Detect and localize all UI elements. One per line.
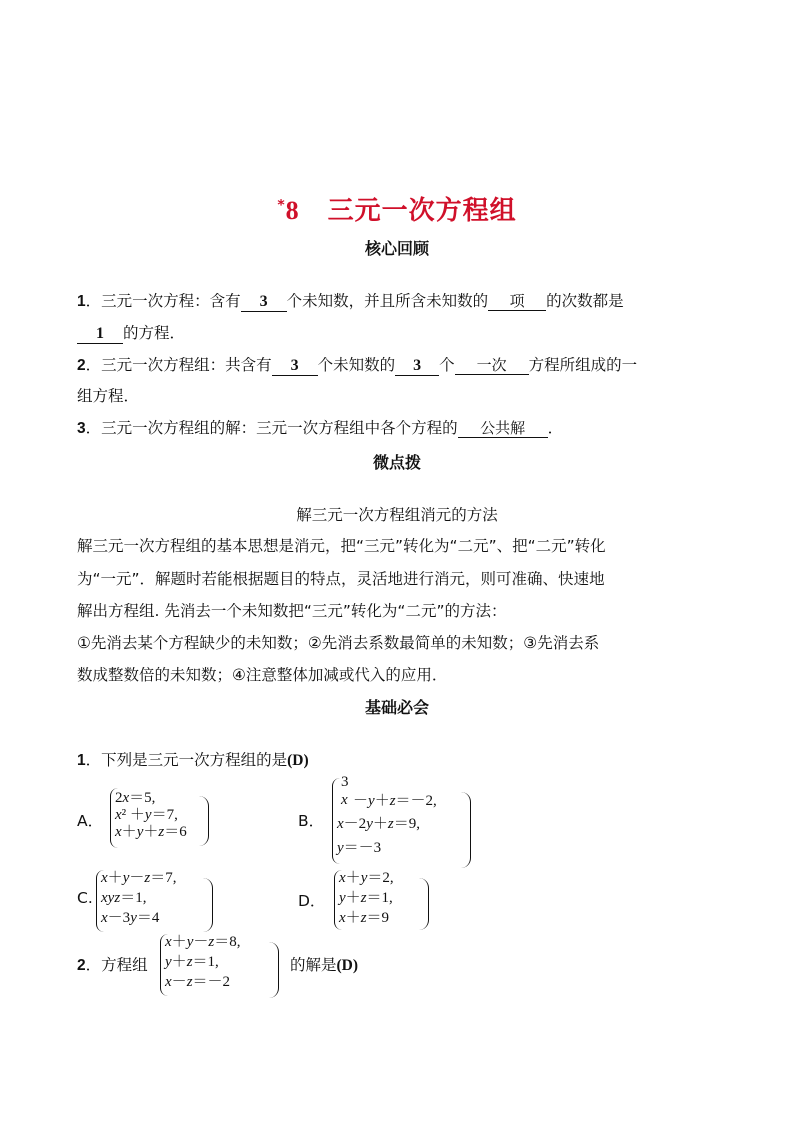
question-2-right-paren bbox=[268, 942, 279, 998]
fraction-numerator: 3 bbox=[341, 774, 349, 790]
blank-answer: 3 bbox=[272, 357, 318, 376]
option-d-system: x＋y＝2, y＋z＝1, x＋z＝9 bbox=[334, 870, 394, 930]
tips-paragraph-line: 为“一元”．解题时若能根据题目的特点，灵活地进行消元，则可准确、快速地 bbox=[77, 570, 605, 588]
core-item-2: 2．三元一次方程组：共含有 3 个未知数的 3 个 一次 方程所组成的一 bbox=[77, 356, 638, 374]
option-a-label: A． bbox=[77, 812, 104, 830]
fraction-denominator: x bbox=[341, 792, 348, 808]
option-d-right-paren bbox=[418, 878, 429, 930]
section-basic: 基础必会 bbox=[364, 698, 429, 717]
section-tips: 微点拨 bbox=[372, 453, 421, 472]
title-text: 三元一次方程组 bbox=[327, 196, 517, 226]
tips-paragraph-line: 解出方程组. 先消去一个未知数把“三元”转化为“二元”的方法： bbox=[77, 602, 507, 620]
title-number: 8 bbox=[285, 196, 300, 225]
question-1-stem: 1．下列是三元一次方程组的是(D) bbox=[77, 751, 309, 769]
blank-answer: 1 bbox=[77, 325, 123, 344]
option-b-label: B． bbox=[298, 812, 325, 830]
answer: (D) bbox=[336, 957, 359, 974]
core-item-1: 1．三元一次方程：含有 3 个未知数，并且所含未知数的 项 的次数都是 bbox=[77, 292, 624, 310]
page-title bbox=[0, 190, 794, 227]
blank-answer: 公共解 bbox=[458, 419, 548, 438]
option-a-right-paren bbox=[198, 796, 209, 846]
core-item-2-cont: 组方程． bbox=[77, 387, 140, 405]
section-core-review: 核心回顾 bbox=[364, 239, 429, 258]
tips-paragraph-line: ①先消去某个方程缺少的未知数；②先消去系数最简单的未知数；③先消去系 bbox=[77, 634, 600, 652]
blank-answer: 项 bbox=[488, 292, 546, 311]
blank-answer: 3 bbox=[395, 357, 439, 376]
option-c-system: x＋y－z＝7, xyz＝1, x－3y＝4 bbox=[96, 870, 176, 932]
blank-answer: 一次 bbox=[455, 356, 529, 375]
core-item-1-cont: 1 的方程． bbox=[77, 322, 727, 344]
option-a-system: 2x＝5, x² ＋y＝7, x＋y＋z＝6 bbox=[110, 788, 187, 848]
question-2-stem: 2．方程组 bbox=[77, 956, 148, 974]
option-b-system: 3 x －y＋z＝－2, x－2y＋z＝9, y＝－3 bbox=[332, 778, 420, 864]
title-star: * bbox=[277, 197, 286, 214]
tips-paragraph-line: 解三元一次方程组的基本思想是消元，把“三元”转化为“二元”、把“二元”转化 bbox=[77, 537, 606, 555]
tips-subtitle: 解三元一次方程组消元的方法 bbox=[296, 506, 498, 524]
option-d-label: D． bbox=[298, 892, 326, 910]
option-c-right-paren bbox=[202, 878, 213, 932]
answer: (D) bbox=[287, 752, 309, 769]
option-b-right-paren bbox=[460, 792, 471, 868]
question-2-system: x＋y－z＝8, y＋z＝1, x－z＝－2 bbox=[160, 934, 240, 996]
option-c-label: C. bbox=[77, 889, 93, 907]
question-2-post: 的解是(D) bbox=[290, 956, 359, 974]
core-item-3: 3．三元一次方程组的解：三元一次方程组中各个方程的 公共解 ． bbox=[77, 419, 564, 437]
blank-answer: 3 bbox=[241, 293, 287, 312]
tips-paragraph-line: 数成整数倍的未知数；④注意整体加减或代入的应用． bbox=[77, 666, 448, 684]
